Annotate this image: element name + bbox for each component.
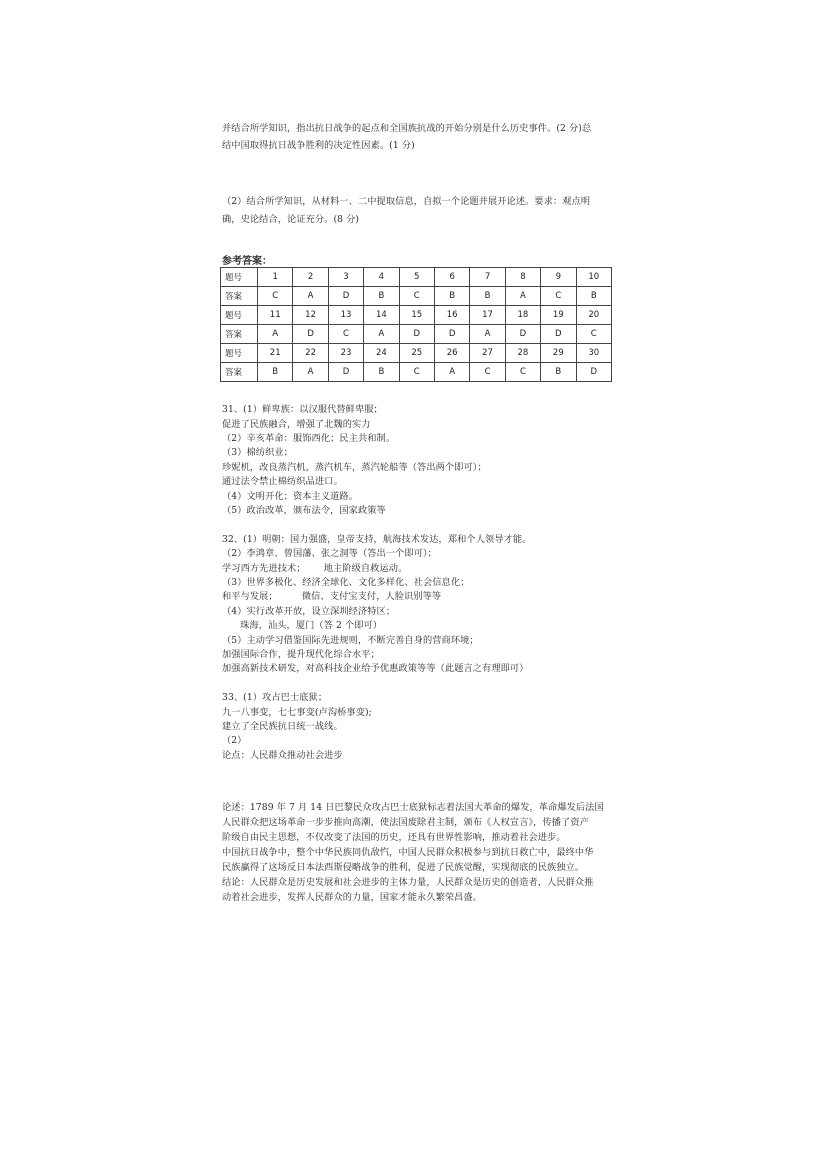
q31-line: 31、(1）鲜卑族：以汉服代替鲜卑服； — [222, 404, 383, 415]
answer-cell: B — [434, 287, 469, 306]
table-row — [221, 344, 612, 363]
question-number: 21 — [258, 344, 293, 363]
q33-line: 建立了全民族抗日统一战线。 — [222, 721, 343, 732]
question-number: 8 — [505, 268, 540, 287]
answer-cell: A — [258, 325, 293, 344]
question-number: 9 — [541, 268, 576, 287]
question-number: 6 — [434, 268, 469, 287]
essay-line: 民族赢得了这场反日本法西斯侵略战争的胜利，促进了民族觉醒，实现彻底的民族独立。 — [222, 862, 585, 873]
q31-line: 通过法令禁止棉纺织品进口。 — [222, 476, 343, 487]
question-part2-line-1: （2）结合所学知识，从材料一、二中提取信息，自拟一个论题并展开论述。要求：观点明 — [222, 196, 591, 207]
essay-line: 动着社会进步，发挥人民群众的力量，国家才能永久繁荣昌盛。 — [222, 892, 483, 903]
question-number: 7 — [470, 268, 505, 287]
q33-line: 论点：人民群众推动社会进步 — [222, 750, 343, 761]
q31-line: （3）棉纺织业； — [222, 447, 293, 458]
table-row — [221, 363, 612, 382]
question-number: 26 — [434, 344, 469, 363]
answer-cell: A — [505, 287, 540, 306]
q32-line: 珠海，汕头，厦门（答 2 个即可） — [222, 620, 383, 631]
answer-cell: B — [576, 287, 611, 306]
essay-line: 论述：1789 年 7 月 14 日巴黎民众攻占巴士底狱标志着法国大革命的爆发，革命爆发后法国 — [222, 802, 604, 813]
question-number: 4 — [364, 268, 399, 287]
answer-cell: A — [470, 325, 505, 344]
answer-cell: B — [470, 287, 505, 306]
question-number: 29 — [541, 344, 576, 363]
answer-cell: D — [328, 363, 363, 382]
question-number: 25 — [399, 344, 434, 363]
question-number: 23 — [328, 344, 363, 363]
question-number: 14 — [364, 306, 399, 325]
question-part2-line-2: 确，史论结合，论证充分。(8 分) — [222, 214, 360, 225]
answer-cell: C — [576, 325, 611, 344]
question-number: 1 — [258, 268, 293, 287]
question-number: 3 — [328, 268, 363, 287]
answers-heading: 参考答案： — [222, 256, 272, 267]
answer-cell: A — [293, 287, 328, 306]
question-number: 16 — [434, 306, 469, 325]
question-number: 30 — [576, 344, 611, 363]
answer-cell: D — [505, 325, 540, 344]
answer-cell: C — [505, 363, 540, 382]
answer-cell: C — [399, 363, 434, 382]
answer-cell: D — [541, 325, 576, 344]
question-number: 10 — [576, 268, 611, 287]
question-number: 2 — [293, 268, 328, 287]
answer-cell: B — [364, 287, 399, 306]
essay-line: 中国抗日战争中，整个中华民族同仇敌忾，中国人民群众积极参与到抗日救亡中，最终中华 — [222, 847, 594, 858]
q33-line: 九一八事变，七七事变(卢沟桥事变); — [222, 707, 372, 718]
question-number: 15 — [399, 306, 434, 325]
q31-line: （5）政治改革，颁布法令，国家政策等 — [222, 505, 386, 516]
question-number: 22 — [293, 344, 328, 363]
question-number: 20 — [576, 306, 611, 325]
question-number: 11 — [258, 306, 293, 325]
answer-cell: D — [399, 325, 434, 344]
question-line-2: 结中国取得抗日战争胜利的决定性因素。(1 分) — [222, 140, 415, 151]
answer-cell: B — [364, 363, 399, 382]
question-number: 19 — [541, 306, 576, 325]
question-number: 27 — [470, 344, 505, 363]
row-label: 答案 — [221, 325, 258, 344]
essay-line: 结论：人民群众是历史发展和社会进步的主体力量，人民群众是历史的创造者，人民群众推 — [222, 877, 594, 888]
essay-line: 阶级自由民主思想，不仅改变了法国的历史，还具有世界性影响，推动着社会进步。 — [222, 832, 566, 843]
question-number: 12 — [293, 306, 328, 325]
row-label: 题号 — [221, 268, 258, 287]
answer-cell: A — [293, 363, 328, 382]
answer-cell: D — [293, 325, 328, 344]
row-label: 题号 — [221, 306, 258, 325]
answer-cell: D — [328, 287, 363, 306]
question-number: 24 — [364, 344, 399, 363]
question-line-1: 并结合所学知识，指出抗日战争的起点和全国族抗战的开始分别是什么历史事件。(2 分)总 — [222, 123, 592, 134]
q32-line: 32、(1）明朝：国力强盛，皇帝支持，航海技术发达，郑和个人领导才能。 — [222, 534, 532, 545]
answer-cell: D — [576, 363, 611, 382]
q32-line: （4）实行改革开放，设立深圳经济特区； — [222, 606, 396, 617]
question-number: 17 — [470, 306, 505, 325]
answer-cell: B — [541, 363, 576, 382]
table-row — [221, 268, 612, 287]
answer-cell: D — [434, 325, 469, 344]
q32-line: （2）李鸿章、曾国藩、张之洞等（答出一个即可）； — [222, 548, 437, 559]
question-number: 18 — [505, 306, 540, 325]
question-number: 5 — [399, 268, 434, 287]
essay-line: 人民群众把这场革命一步步推向高潮，使法国废除君主制，颁布《人权宣言》，传播了资产 — [222, 817, 589, 828]
row-label: 答案 — [221, 363, 258, 382]
answer-cell: A — [434, 363, 469, 382]
q32-line: 和平与发展； 微信、支付宝支付，人脸识别等等 — [222, 591, 442, 602]
q32-line: 加强高新技术研发，对高科技企业给予优惠政策等等（此题言之有理即可） — [222, 663, 529, 674]
q31-line: （2）辛亥革命：服饰西化；民主共和制。 — [222, 433, 396, 444]
answer-cell: A — [364, 325, 399, 344]
answer-cell: B — [258, 363, 293, 382]
q31-line: 促进了民族融合，增强了北魏的实力 — [222, 419, 371, 430]
q32-line: 加强国际合作，提升现代化综合水平； — [222, 649, 380, 660]
answer-cell: C — [328, 325, 363, 344]
question-number: 13 — [328, 306, 363, 325]
question-number: 28 — [505, 344, 540, 363]
q32-line: （3）世界多极化、经济全球化、文化多样化、社会信息化； — [222, 577, 470, 588]
table-row — [221, 287, 612, 306]
answer-cell: C — [258, 287, 293, 306]
answer-table — [220, 267, 612, 382]
row-label: 答案 — [221, 287, 258, 306]
answer-cell: C — [399, 287, 434, 306]
q32-line: 学习西方先进技术； 地主阶级自救运动。 — [222, 563, 408, 574]
answer-cell: C — [541, 287, 576, 306]
table-row — [221, 325, 612, 344]
q32-line: （5）主动学习借鉴国际先进规则，不断完善自身的营商环境； — [222, 635, 479, 646]
q31-line: 珍妮机，改良蒸汽机，蒸汽机车，蒸汽轮船等（答出两个即可）； — [222, 462, 487, 473]
table-row — [221, 306, 612, 325]
q31-line: （4）文明开化；资本主义道路。 — [222, 491, 358, 502]
answer-cell: C — [470, 363, 505, 382]
row-label: 题号 — [221, 344, 258, 363]
q33-line: 33、(1）攻占巴士底狱； — [222, 692, 328, 703]
q33-line: （2） — [222, 735, 247, 746]
